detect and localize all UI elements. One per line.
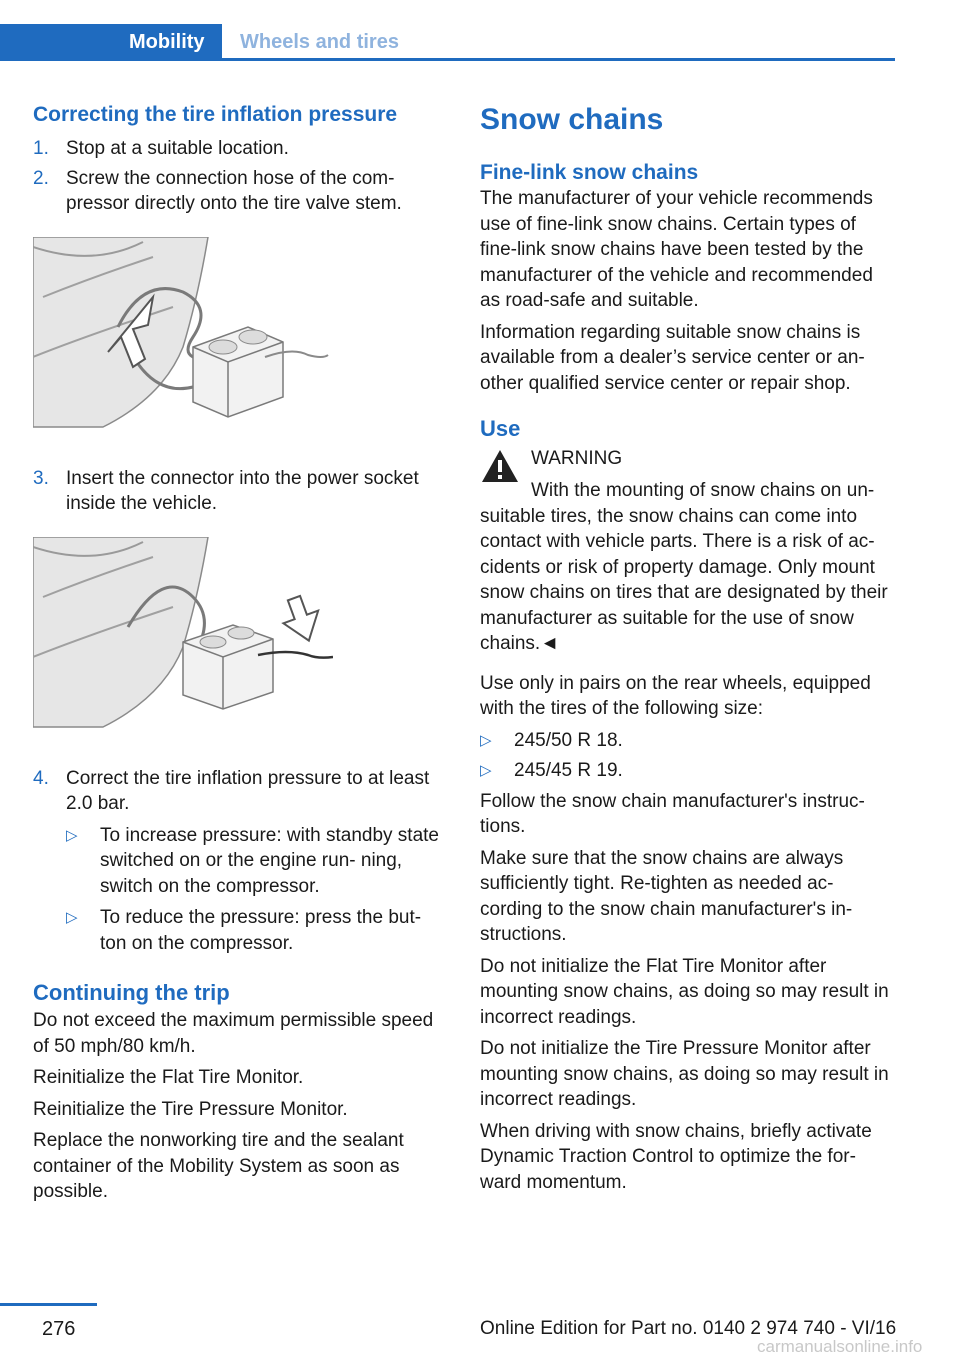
warning-text: suitable tires, the snow chains can come into contact with vehicle parts. There is a risk of ac‐ cidents or risk of property damage. Only mount snow chains on tires that are designated by their manufacturer as suitable for the use of snow chains.◄ xyxy=(480,505,888,654)
paragraph: Do not initialize the Flat Tire Monitor after mounting snow chains, as doing so may result in incorrect readings. xyxy=(480,955,889,1028)
compressor-on-valve-illustration xyxy=(33,237,333,437)
triangle-right-icon: ▷ xyxy=(480,762,492,779)
step-4-bullets xyxy=(33,823,443,957)
step-4: 4. Correct the tire inflation pressure to at least 2.0 bar. xyxy=(33,767,430,814)
paragraph: Do not exceed the maximum permissible speed of 50 mph/80 km/h. xyxy=(33,1010,434,1057)
section-tab-wheels-and-tires: Wheels and tires xyxy=(240,31,399,53)
page-number: 276 xyxy=(42,1318,76,1340)
triangle-right-icon: ▷ xyxy=(66,826,78,844)
heading-correcting-pressure: Correcting the tire inflation pressure xyxy=(33,103,398,126)
paragraph: When driving with snow chains, briefly activate Dynamic Traction Control to optimize the for‐ ward momentum. xyxy=(480,1120,872,1193)
step-3: 3. Insert the connector into the power socket inside the vehicle. xyxy=(33,467,419,514)
heading-continuing-trip: Continuing the trip xyxy=(33,980,230,1005)
connector-to-socket-illustration xyxy=(33,537,333,737)
paragraph: Use only in pairs on the rear wheels, equipped with the tires of the following size: xyxy=(480,672,871,719)
step-2: 2. Screw the connection hose of the com‐ pressor directly onto the tire valve stem. xyxy=(33,167,402,214)
right-column xyxy=(480,100,898,1201)
paragraph: The manufacturer of your vehicle recommends use of fine-link snow chains. Certain types of fine-link snow chains have been tested by the manufacturer of the vehicle and recommended as road-safe and suitable. xyxy=(480,188,873,311)
paragraph: Reinitialize the Tire Pressure Monitor. xyxy=(33,1098,348,1120)
warning-triangle-icon xyxy=(480,448,520,484)
paragraph: Information regarding suitable snow chains is available from a dealer’s service center or an‐ other qualified service center or repair shop. xyxy=(480,321,865,394)
paragraph: Do not initialize the Tire Pressure Monitor after mounting snow chains, as doing so may result in incorrect readings. xyxy=(480,1038,889,1110)
warning-box xyxy=(480,446,898,657)
paragraph: Follow the snow chain manufacturer's instruc‐ tions. xyxy=(480,790,865,837)
triangle-right-icon: ▷ xyxy=(66,909,78,926)
list-item: ▷ To increase pressure: with standby state switched on or the engine run‐ ning, switch on the compressor. xyxy=(66,824,440,897)
list-item: ▷ 245/45 R 19. xyxy=(480,758,898,784)
section-tab-mobility: Mobility xyxy=(0,24,222,61)
footer-rule xyxy=(0,1303,97,1306)
heading-snow-chains: Snow chains xyxy=(480,103,664,136)
step-1: 1. Stop at a suitable location. xyxy=(33,138,289,159)
left-column xyxy=(33,100,443,1211)
paragraph: Make sure that the snow chains are always sufficiently tight. Re-tighten as needed ac‐ cording to the snow chain manufacturer's in‐ structions. xyxy=(480,847,853,945)
header-rule xyxy=(222,58,895,61)
edition-text: Online Edition for Part no. 0140 2 974 740 - VI/16 xyxy=(480,1318,897,1339)
paragraph: Reinitialize the Flat Tire Monitor. xyxy=(33,1067,304,1088)
paragraph: Replace the nonworking tire and the sealant container of the Mobility System as soon as possible. xyxy=(33,1130,404,1202)
heading-use: Use xyxy=(480,416,521,441)
watermark: carmanualsonline.info xyxy=(757,1337,923,1356)
list-item: ▷ To reduce the pressure: press the but‐ ton on the compressor. xyxy=(66,907,422,954)
list-item: ▷ 245/50 R 18. xyxy=(480,728,898,754)
triangle-right-icon: ▷ xyxy=(480,731,492,749)
warning-text-first-line: With the mounting of snow chains on un‐ xyxy=(531,480,875,501)
page-header xyxy=(0,24,895,62)
warning-label: WARNING xyxy=(531,448,623,469)
heading-fine-link-snow-chains: Fine-link snow chains xyxy=(480,161,699,184)
